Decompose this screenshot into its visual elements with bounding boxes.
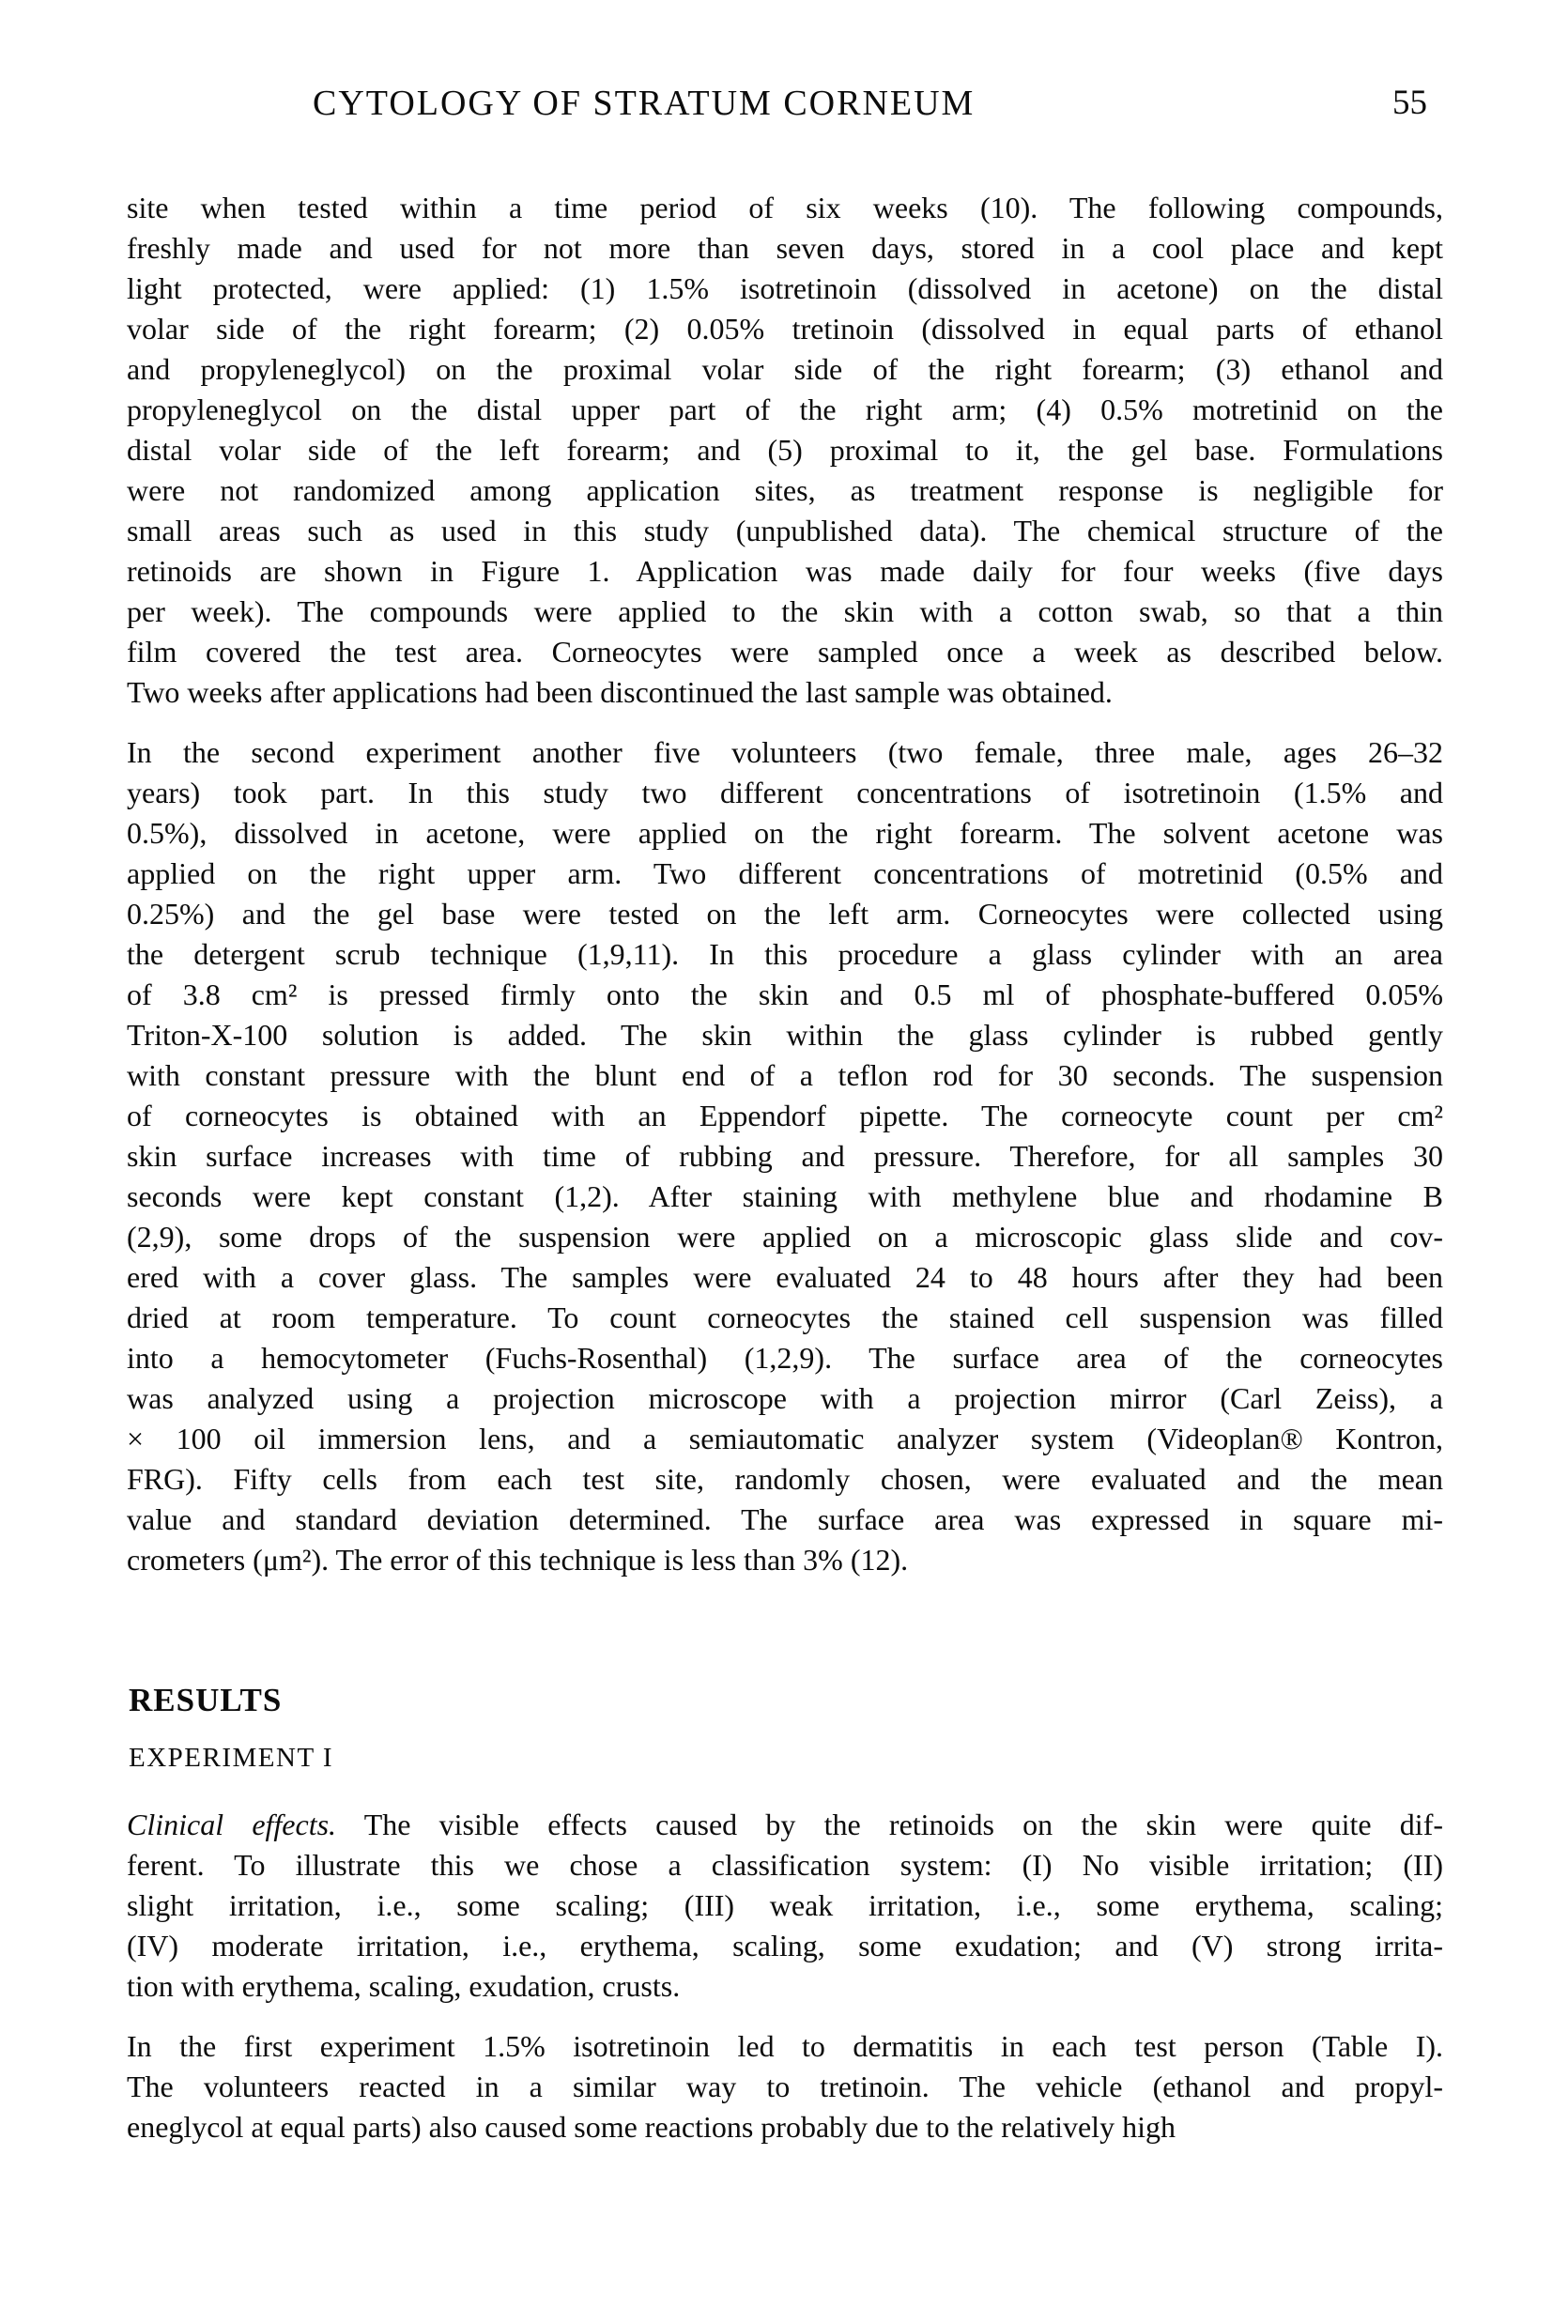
text-line: of 3.8 cm² is pressed firmly onto the skin and 0.5 ml of phosphate-buffered 0.05% <box>127 977 1443 1011</box>
text-line: volar side of the right forearm; (2) 0.05% tretinoin (dissolved in equal parts of ethanol <box>127 312 1443 346</box>
text-line: eneglycol at equal parts) also caused some reactions probably due to the relatively high <box>127 2110 1176 2144</box>
text-line: The volunteers reacted in a similar way to tretinoin. The vehicle (ethanol and propyl- <box>127 2070 1443 2103</box>
text-line: 0.25%) and the gel base were tested on the left arm. Corneocytes were collected using <box>127 897 1443 931</box>
experiment-i-heading: EXPERIMENT I <box>129 1743 334 1773</box>
text-line: 0.5%), dissolved in acetone, were applied on the right forearm. The solvent acetone was <box>127 816 1443 850</box>
text-line: with constant pressure with the blunt end of a teflon rod for 30 seconds. The suspension <box>127 1058 1443 1092</box>
text-line: and propyleneglycol) on the proximal volar side of the right forearm; (3) ethanol and <box>127 352 1443 386</box>
text-line: Triton-X-100 solution is added. The skin within the glass cylinder is rubbed gently <box>127 1018 1443 1052</box>
text-line: retinoids are shown in Figure 1. Application was made daily for four weeks (five days <box>127 554 1443 588</box>
text-line: film covered the test area. Corneocytes were sampled once a week as described below. <box>127 635 1443 669</box>
text-line: site when tested within a time period of six weeks (10). The following compounds, <box>127 191 1443 224</box>
text-line: light protected, were applied: (1) 1.5% isotretinoin (dissolved in acetone) on the distal <box>127 271 1443 305</box>
text-line: were not randomized among application sites, as treatment response is negligible for <box>127 473 1443 507</box>
text-line: seconds were kept constant (1,2). After staining with methylene blue and rhodamine B <box>127 1179 1443 1213</box>
text-line: ered with a cover glass. The samples were evaluated 24 to 48 hours after they had been <box>127 1260 1443 1294</box>
italic-lead-in: Clinical effects. <box>127 1808 337 1841</box>
text-line: dried at room temperature. To count corneocytes the stained cell suspension was filled <box>127 1301 1443 1334</box>
text-line: FRG). Fifty cells from each test site, randomly chosen, were evaluated and the mean <box>127 1462 1443 1496</box>
text-line: freshly made and used for not more than seven days, stored in a cool place and kept <box>127 231 1443 265</box>
page-number: 55 <box>1392 84 1427 122</box>
text-line: was analyzed using a projection microscope with a projection mirror (Carl Zeiss), a <box>127 1381 1443 1415</box>
text-line: In the second experiment another five volunteers (two female, three male, ages 26–32 <box>127 735 1443 769</box>
results-heading: RESULTS <box>129 1682 283 1718</box>
text-line: ferent. To illustrate this we chose a classification system: (I) No visible irritation; (II) <box>127 1848 1443 1882</box>
paragraph-first-experiment <box>127 2026 1443 2147</box>
running-head-title: CYTOLOGY OF STRATUM CORNEUM <box>313 84 976 123</box>
text-line: distal volar side of the left forearm; and (5) proximal to it, the gel base. Formulations <box>127 433 1443 467</box>
text-line: (2,9), some drops of the suspension were applied on a microscopic glass slide and cov- <box>127 1220 1443 1254</box>
text-line: Clinical effects. The visible effects caused by the retinoids on the skin were quite dif- <box>127 1808 1444 1841</box>
text-line: slight irritation, i.e., some scaling; (III) weak irritation, i.e., some erythema, scaling; <box>127 1888 1443 1922</box>
paragraph-clinical-effects <box>127 1805 1443 2007</box>
text-line: In the first experiment 1.5% isotretinoin led to dermatitis in each test person (Table I). <box>127 2029 1443 2063</box>
text-line: per week). The compounds were applied to the skin with a cotton swab, so that a thin <box>127 594 1443 628</box>
text-line: × 100 oil immersion lens, and a semiautomatic analyzer system (Videoplan® Kontron, <box>127 1422 1443 1455</box>
text-line: propyleneglycol on the distal upper part of the right arm; (4) 0.5% motretinid on the <box>127 392 1443 426</box>
text-line: of corneocytes is obtained with an Eppendorf pipette. The corneocyte count per cm² <box>127 1099 1443 1132</box>
text-line: into a hemocytometer (Fuchs-Rosenthal) (1,2,9). The surface area of the corneocytes <box>127 1341 1443 1375</box>
text-line: applied on the right upper arm. Two different concentrations of motretinid (0.5% and <box>127 856 1443 890</box>
text-line: crometers (μm²). The error of this technique is less than 3% (12). <box>127 1543 909 1577</box>
paragraph-methods-1 <box>127 188 1443 713</box>
paragraph-methods-2 <box>127 732 1443 1580</box>
text-line: years) took part. In this study two different concentrations of isotretinoin (1.5% and <box>127 776 1443 809</box>
text-line: (IV) moderate irritation, i.e., erythema, scaling, some exudation; and (V) strong irrita- <box>127 1929 1443 1962</box>
text-line: tion with erythema, scaling, exudation, crusts. <box>127 1969 681 2003</box>
text-line: small areas such as used in this study (unpublished data). The chemical structure of the <box>127 514 1443 547</box>
text-line: value and standard deviation determined. The surface area was expressed in square mi- <box>127 1502 1443 1536</box>
text-line: skin surface increases with time of rubbing and pressure. Therefore, for all samples 30 <box>127 1139 1443 1173</box>
text-line: Two weeks after applications had been discontinued the last sample was obtained. <box>127 675 1113 709</box>
text-line: the detergent scrub technique (1,9,11). In this procedure a glass cylinder with an area <box>127 937 1443 971</box>
